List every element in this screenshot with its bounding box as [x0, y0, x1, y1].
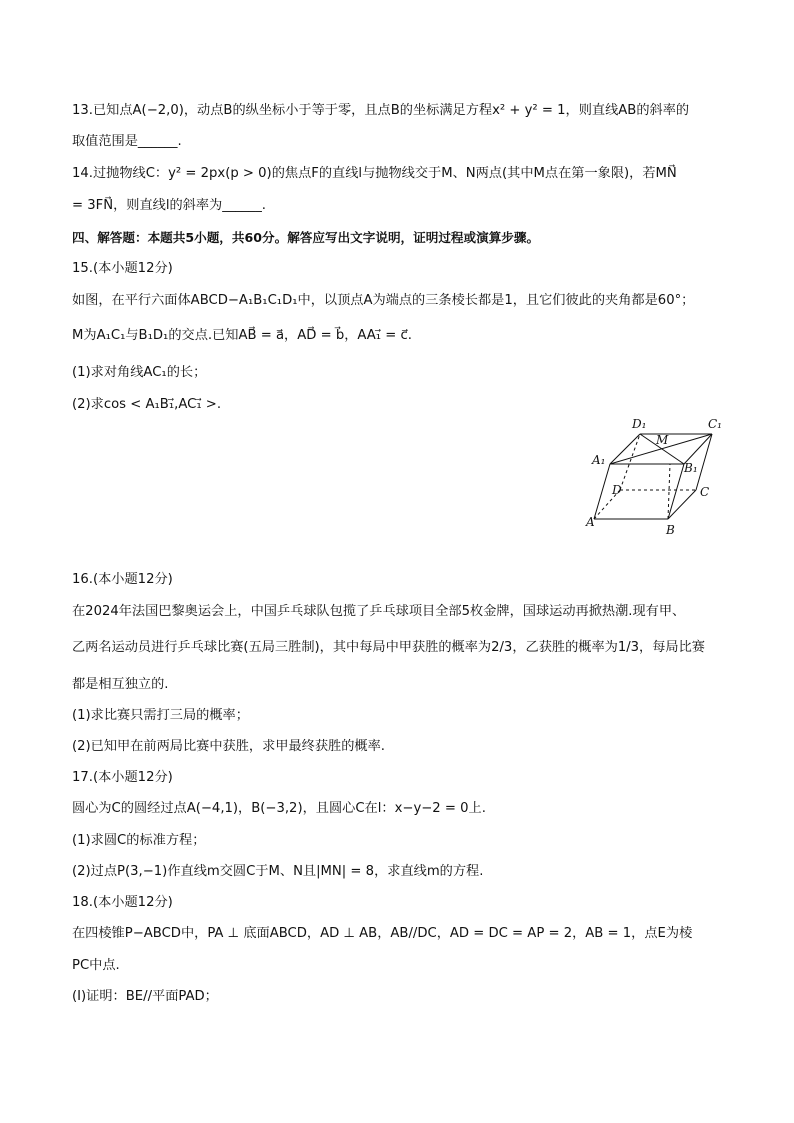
label-C1: C₁: [708, 417, 722, 431]
q17-part-2: (2)过点P(3,−1)作直线m交圆C于M、N且|MN| = 8，求直线m的方程.: [72, 864, 484, 879]
q15-part-1: (1)求对角线AC₁的长；: [72, 365, 207, 380]
q16-line-2: 乙两名运动员进行乒乓球比赛(五局三胜制)，其中每局中甲获胜的概率为2/3，乙获胜的概率为1/3，每局比赛: [72, 640, 705, 655]
q18-line-2: PC中点.: [72, 958, 120, 973]
label-A1: A₁: [592, 453, 606, 467]
q17-part-1: (1)求圆C的标准方程；: [72, 833, 206, 848]
label-D: D: [612, 483, 622, 497]
q15-line-2: M为A₁C₁与B₁D₁的交点.已知AB⃗ = a⃗，AD⃗ = b⃗，AA₁⃗ = c⃗.: [72, 328, 412, 343]
label-C: C: [700, 485, 710, 499]
edge-BB1-hidden: [668, 464, 670, 519]
q16-part-1: (1)求比赛只需打三局的概率；: [72, 708, 249, 723]
q16-line-3: 都是相互独立的.: [72, 677, 169, 692]
label-B: B: [666, 523, 675, 537]
q14-line-2: = 3FN⃗，则直线l的斜率为______.: [72, 198, 266, 213]
q15-header: 15.(本小题12分): [72, 261, 173, 276]
q18-header: 18.(本小题12分): [72, 895, 173, 910]
edge-AA1: [594, 464, 610, 519]
q16-header: 16.(本小题12分): [72, 572, 173, 587]
q17-header: 17.(本小题12分): [72, 770, 173, 785]
parallelepiped-figure: [580, 412, 730, 542]
q13-line-2: 取值范围是______.: [72, 134, 182, 149]
q15-part-2: (2)求cos < A₁B₁⃗,AC₁⃗ >.: [72, 397, 222, 412]
q16-part-2: (2)已知甲在前两局比赛中获胜，求甲最终获胜的概率.: [72, 739, 385, 754]
q18-line-1: 在四棱锥P−ABCD中，PA ⊥ 底面ABCD，AD ⊥ AB，AB//DC，AD = DC = AP = 2，AB = 1，点E为棱: [72, 926, 693, 941]
q17-line-1: 圆心为C的圆经过点A(−4,1)，B(−3,2)，且圆心C在l：x−y−2 = 0上.: [72, 801, 486, 816]
label-D1: D₁: [632, 417, 647, 431]
section-4-heading: 四、解答题：本题共5小题，共60分。解答应写出文字说明，证明过程或演算步骤。: [72, 230, 540, 245]
q13-line-1: 13.已知点A(−2,0)，动点B的纵坐标小于等于零，且点B的坐标满足方程x² + y² = 1，则直线AB的斜率的: [72, 103, 690, 118]
label-M: M: [656, 433, 669, 447]
label-A: A: [586, 515, 595, 529]
q16-line-1: 在2024年法国巴黎奥运会上，中国乒乓球队包揽了乒乓球项目全部5枚金牌，国球运动再掀热潮.现有甲、: [72, 604, 686, 619]
q15-line-1: 如图，在平行六面体ABCD−A₁B₁C₁D₁中，以顶点A为端点的三条棱长都是1，且它们彼此的夹角都是60°；: [72, 293, 695, 308]
q18-part-1: (Ⅰ)证明：BE//平面PAD；: [72, 989, 218, 1004]
label-B1: B₁: [684, 461, 698, 475]
edge-DD1: [620, 434, 640, 490]
q14-line-1: 14.过抛物线C：y² = 2px(p > 0)的焦点F的直线l与抛物线交于M、N两点(其中M点在第一象限)，若MN⃗: [72, 166, 677, 181]
